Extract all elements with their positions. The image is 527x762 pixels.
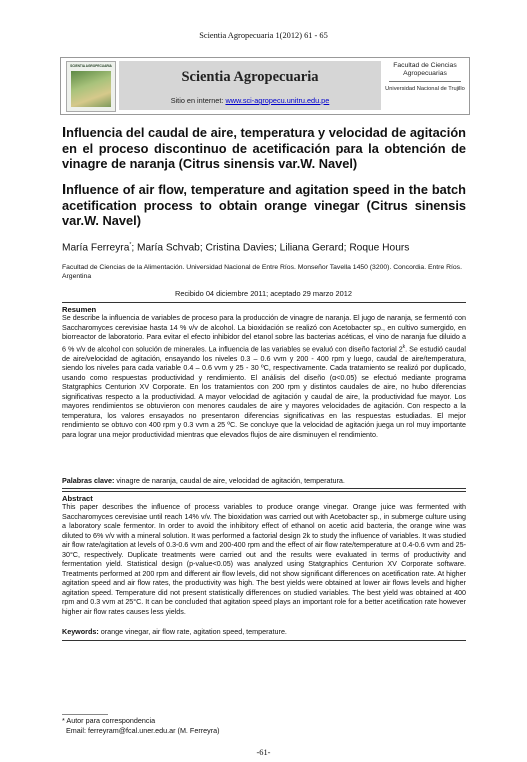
palabras-clave-label: Palabras clave: <box>62 476 115 485</box>
affiliation: Facultad de Ciencias de la Alimentación. Universidad Nacional de Entre Ríos. Monseñor Tavella 1450 (3200). Concordia. Entre Ríos. Argentina <box>62 264 462 281</box>
logo-text: SCIENTIA AGROPECUARIA <box>70 64 112 68</box>
university-name: Universidad Nacional de Trujillo <box>385 86 465 93</box>
keywords-text: orange vinegar, air flow rate, agitation speed, temperature. <box>98 627 287 636</box>
resumen-top-rule <box>62 302 466 303</box>
received-accepted-dates: Recibido 04 diciembre 2011; aceptado 29 marzo 2012 <box>175 289 352 298</box>
running-head: Scientia Agropecuaria 1(2012) 61 - 65 <box>199 31 328 40</box>
footnote-rule <box>62 714 108 715</box>
palabras-clave-text: vinagre de naranja, caudal de aire, velocidad de agitación, temperatura. <box>114 476 345 485</box>
journal-logo <box>66 61 116 112</box>
abstract-heading: Abstract <box>62 494 93 503</box>
author-rest: ; María Schvab; Cristina Davies; Liliana Gerard; Roque Hours <box>131 242 410 254</box>
journal-banner <box>60 57 470 115</box>
authors <box>62 242 409 253</box>
faculty-divider <box>389 81 461 82</box>
abstract-bottom-rule <box>62 640 466 641</box>
title-english: Influence of air flow, temperature and agitation speed in the batch acetification process to obtain orange vinegar (Citrus sinensis var.W. Navel) <box>62 181 466 229</box>
title-spanish: Influencia del caudal de aire, temperatura y velocidad de agitación en el proceso discontinuo de acetificación para la obtención de vinagre de naranja (Citrus sinensis var.W. Navel) <box>62 124 466 172</box>
site-link[interactable]: www.sci-agropecu.unitru.edu.pe <box>225 96 330 105</box>
keywords <box>62 627 466 636</box>
banner-faculty-block <box>385 62 465 93</box>
footnote-email: Email: ferreyram@fcal.uner.edu.ar (M. Ferreyra) <box>66 726 220 735</box>
site-label: Sitio en internet: <box>170 96 226 105</box>
keywords-label: Keywords: <box>62 627 99 636</box>
page-number: -61- <box>256 748 271 757</box>
abstract-top-rule <box>62 491 466 492</box>
logo-picture <box>71 71 111 107</box>
journal-title: Scientia Agropecuaria <box>181 69 319 85</box>
footnote-corresponding: * Autor para correspondencia <box>62 716 156 725</box>
author-first: María Ferreyra <box>62 242 130 254</box>
banner-center <box>119 61 381 110</box>
journal-site <box>119 96 381 105</box>
resumen-text: Se describe la influencia de variables de proceso para la producción de vinagre de naranja. El jugo de naranja, se fermentó con Saccharomyces cerevisiae hasta 14 % v/v de alcohol. La bioxidación se realizó con Acetobacter sp., en cultivo sumergido, en biorreactor de laboratorio. Para evitar el efecto inhibidor del etanol sobre las bacterias acéticas, el vino de naranja fue diluido a 6 % v/v de alcohol con solución de minerales. La influencia de las variables se evaluó con diseño factorial 2$^k$. Se estudió caudal de aire/velocidad de agitación, ensayando los niveles 0.3 – 0.6 vvm y 200 - 400 rpm y luego, caudal de aire/temperatura, siendo los niveles para cada variable 0.4 – 0.6 vvm y 25 - 30 ºC, respectivamente. Cada tratamiento se realizó por duplicado, usando como respuestas productividad y rendimiento. El análisis del diseño (α<0.05) se efectuó mediante programa Statgraphics Centurion XV Corporate. En los tratamientos con 200 rpm y distintos caudales de aire, no hubo diferencias significativas respecto a la productividad. A mayor velocidad de agitación y caudal de aire, la productividad fue mayor. Los mayores rendimientos se obtuvieron con menores caudales de aire y mayores velocidades de agitación. Con respecto a la temperatura, los valores ensayados no presentaron diferencias significativas en las respuestas estudiadas. El mejor rendimiento se obtuvo con 400 rpm y 0.3 vvm a 25 ºC. Se concluye que la velocidad de agitación juega un rol muy importante para lograr una mejor productividad mientras que elevados flujos de aire disminuyen el rendimiento. <box>62 314 466 439</box>
faculty-name: Facultad de Ciencias Agropecuarias <box>393 62 457 78</box>
resumen-bottom-rule <box>62 488 466 489</box>
palabras-clave <box>62 476 466 485</box>
resumen-heading: Resumen <box>62 305 97 314</box>
corresponding-mark: * <box>129 242 132 248</box>
abstract-text: This paper describes the influence of process variables to produce orange vinegar. Orange juice was fermented with Saccharomyces cerevisiae until reach 14% v/v. The bioxidation was carried out with Acetobacter sp., in submerge culture using a laboratory scale fermentor. In order to avoid the inhibitory effect of ethanol on acetic acid bacteria, the orange wine was diluted to 6% v/v with a mineral solution. It was performed a factorial design 2k to study the influence of variables. It was studied air flow rate/agitation at levels of 0.3-0.6 vvm and 200-400 rpm and the effect of air flow rate/temperature at 0.4-0.6 vvm and 25-30°C, respectively. Duplicate treatments were carried out and the results were evaluated in terms of productivity and fermentation yield. Statistical design (p-value<0.05) was analyzed using Statgraphics Centurion XV Corporate software. Treatments performed at 200 rpm and different air flow levels, did not show significant differences on acetification rate. At higher agitation speed and air flow rates, the productivity was high. The best yields were obtained at lower air flows levels and higher agitation speed. Temperature did not present statistically differences on studied variables. The best yield was obtained at 400 rpm and 0.3 vvm at 25°C. It can be concluded that agitation speed plays an important role for a better acetification rate however higher air flow rates causes less yields. <box>62 503 466 617</box>
